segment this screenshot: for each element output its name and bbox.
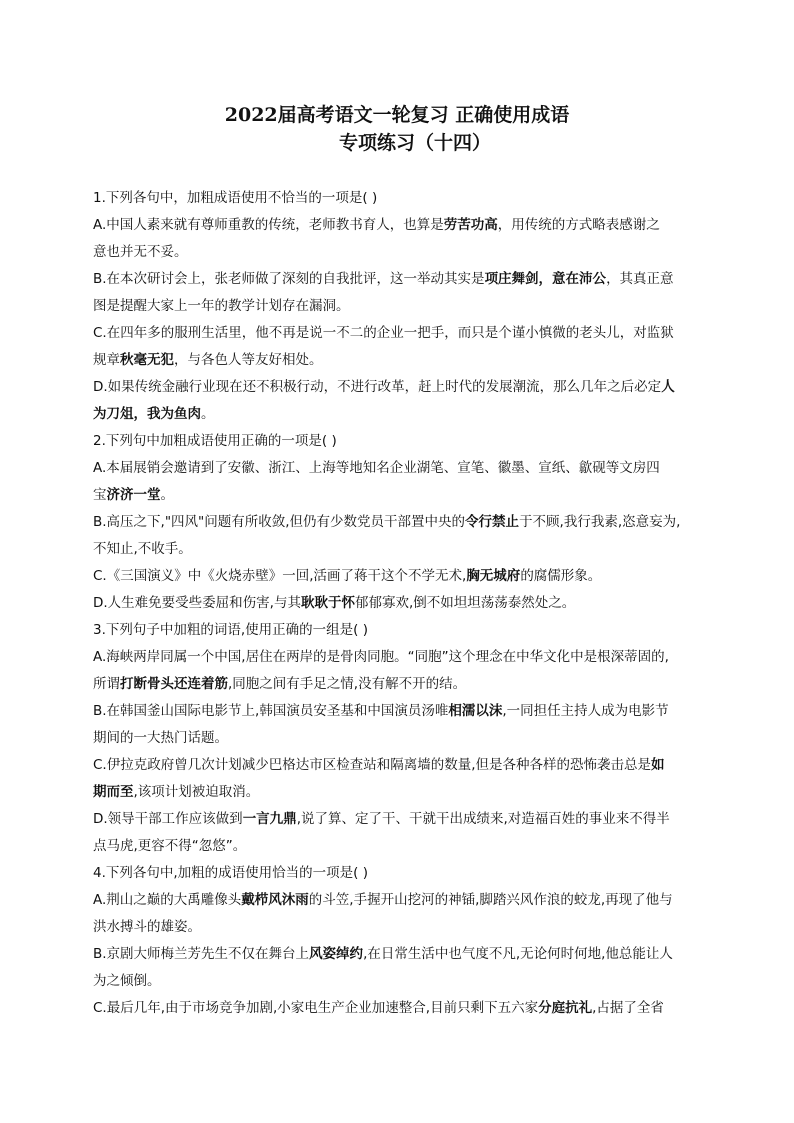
text-line [93, 833, 693, 860]
text-line [93, 320, 693, 347]
bold-idiom: 人 [661, 379, 675, 395]
text-segment: ,在日常生活中也气度不凡,无论何时何地,他总能让人 [363, 946, 673, 962]
bold-idiom: 胸无城府 [466, 568, 521, 584]
document-title: 2022届高考语文一轮复习 正确使用成语 [224, 104, 570, 126]
text-segment: 意也并无不妥。 [93, 244, 188, 260]
text-line [93, 671, 693, 698]
text-segment: ，与各色人等友好相处。 [174, 352, 323, 368]
text-segment: 所谓 [93, 676, 120, 692]
bold-idiom: 济济一堂 [106, 487, 161, 503]
text-segment: ,占据了全省 [592, 1000, 664, 1016]
text-segment: 郁郁寡欢,倒不如坦坦荡荡泰然处之。 [354, 595, 576, 611]
text-segment: A.本届展销会邀请到了安徽、浙江、上海等地知名企业湖笔、宣笔、徽墨、宣纸、歙砚等文房四 [93, 460, 660, 476]
text-line [93, 914, 693, 941]
text-segment: C.在四年多的服刑生活里，他不再是说一不二的企业一把手，而只是个谨小慎微的老头儿，对监狱 [93, 325, 674, 341]
text-segment: ,该项计划被迫取消。 [133, 784, 260, 800]
bold-idiom: 项庄舞剑，意在沛公 [484, 271, 607, 287]
text-line [93, 617, 693, 644]
text-segment: 规章 [93, 352, 120, 368]
text-segment: 的腐儒形象。 [520, 568, 602, 584]
text-segment: B.在韩国釜山国际电影节上,韩国演员安圣基和中国演员汤唯 [93, 703, 449, 719]
text-line [93, 887, 693, 914]
text-line [93, 941, 693, 968]
text-line [93, 374, 693, 401]
text-line [93, 455, 693, 482]
text-segment: 期间的一大热门话题。 [93, 730, 228, 746]
text-line [93, 563, 693, 590]
text-line [93, 644, 693, 671]
text-segment: 。 [201, 406, 215, 422]
bold-idiom: 劳苦功高 [443, 217, 498, 233]
text-line [93, 806, 693, 833]
text-segment: D.人生难免要受些委屈和伤害,与其 [93, 595, 301, 611]
text-line [93, 779, 693, 806]
text-line [93, 293, 693, 320]
text-segment: D.如果传统金融行业现在还不积极行动，不进行改革，赶上时代的发展潮流，那么几年之后必定 [93, 379, 662, 395]
bold-idiom: 打断骨头还连着筋 [120, 676, 228, 692]
bold-idiom: 耿耿于怀 [300, 595, 355, 611]
text-segment: 的斗笠,手握开山挖河的神锸,脚踏兴风作浪的蛟龙,再现了他与 [308, 892, 673, 908]
text-segment: ,说了算、定了干、干就干出成绩来,对造福百姓的事业来不得半 [296, 811, 670, 827]
question-body [93, 185, 693, 1022]
bold-idiom: 秋毫无犯 [120, 352, 174, 368]
text-line [93, 590, 693, 617]
text-line [93, 536, 693, 563]
text-segment: C.伊拉克政府曾几次计划减少巴格达市区检查站和隔离墙的数量,但是各种各样的恐怖袭击总是 [93, 757, 652, 773]
text-segment: 4.下列各句中,加粗的成语使用恰当的一项是( ) [93, 865, 368, 881]
text-segment: 为之倾倒。 [93, 973, 161, 989]
text-line [93, 725, 693, 752]
bold-idiom: 为刀俎，我为鱼肉 [93, 406, 201, 422]
text-segment: 图是提醒大家上一年的教学计划存在漏洞。 [93, 298, 350, 314]
text-line [93, 509, 693, 536]
text-line [93, 266, 693, 293]
text-line [93, 212, 693, 239]
text-segment: 2.下列句中加粗成语使用正确的一项是( ) [93, 433, 337, 449]
text-segment: C.最后几年,由于市场竞争加剧,小家电生产企业加速整合,目前只剩下五六家 [93, 1000, 539, 1016]
text-segment: 洪水搏斗的雄姿。 [93, 919, 201, 935]
bold-idiom: 如 [651, 757, 665, 773]
bold-idiom: 风姿绰约 [309, 946, 364, 962]
text-line [93, 968, 693, 995]
text-line [93, 401, 693, 428]
text-segment: A.海峡两岸同属一个中国,居住在两岸的是骨肉同胞。“同胞”这个理念在中华文化中是根深蒂固的, [93, 649, 669, 665]
bold-idiom: 期而至 [93, 784, 134, 800]
text-line [93, 347, 693, 374]
text-line [93, 239, 693, 266]
text-line [93, 185, 693, 212]
bold-idiom: 令行禁止 [465, 514, 520, 530]
text-segment: D.领导干部工作应该做到 [93, 811, 243, 827]
text-segment: 3.下列句子中加粗的词语,使用正确的一组是( ) [93, 622, 368, 638]
text-segment: B.高压之下,"四风"问题有所收敛,但仍有少数党员干部置中央的 [93, 514, 466, 530]
bold-idiom: 相濡以沫 [448, 703, 503, 719]
text-segment: 不知止,不收手。 [93, 541, 192, 557]
bold-idiom: 一言九鼎 [242, 811, 297, 827]
text-segment: ,一同担任主持人成为电影节 [502, 703, 669, 719]
text-segment: A.中国人素来就有尊师重教的传统，老师教书育人，也算是 [93, 217, 444, 233]
text-segment: ，用传统的方式略表感谢之 [497, 217, 660, 233]
text-segment: 点马虎,更容不得“忽悠”。 [93, 838, 247, 854]
text-segment: ,同胞之间有手足之情,没有解不开的结。 [228, 676, 467, 692]
document-subtitle: 专项练习（十四） [338, 132, 491, 154]
text-segment: B.京剧大师梅兰芳先生不仅在舞台上 [93, 946, 310, 962]
text-segment: 。 [160, 487, 174, 503]
text-segment: ，其真正意 [606, 271, 674, 287]
text-segment: 于不顾,我行我素,恣意妄为, [519, 514, 681, 530]
bold-idiom: 分庭抗礼 [538, 1000, 593, 1016]
text-line [93, 995, 693, 1022]
text-line [93, 428, 693, 455]
text-line [93, 698, 693, 725]
text-segment: 宝 [93, 487, 107, 503]
text-line [93, 482, 693, 509]
text-segment: 1.下列各句中，加粗成语使用不恰当的一项是( ) [93, 190, 378, 206]
bold-idiom: 戴栉风沐雨 [241, 892, 309, 908]
text-line [93, 860, 693, 887]
text-segment: C.《三国演义》中《火烧赤壁》一回,活画了蒋干这个不学无术, [93, 568, 467, 584]
text-segment: B.在本次研讨会上，张老师做了深刻的自我批评，这一举动其实是 [93, 271, 485, 287]
text-segment: A.荆山之巅的大禹雕像头 [93, 892, 242, 908]
text-line [93, 752, 693, 779]
